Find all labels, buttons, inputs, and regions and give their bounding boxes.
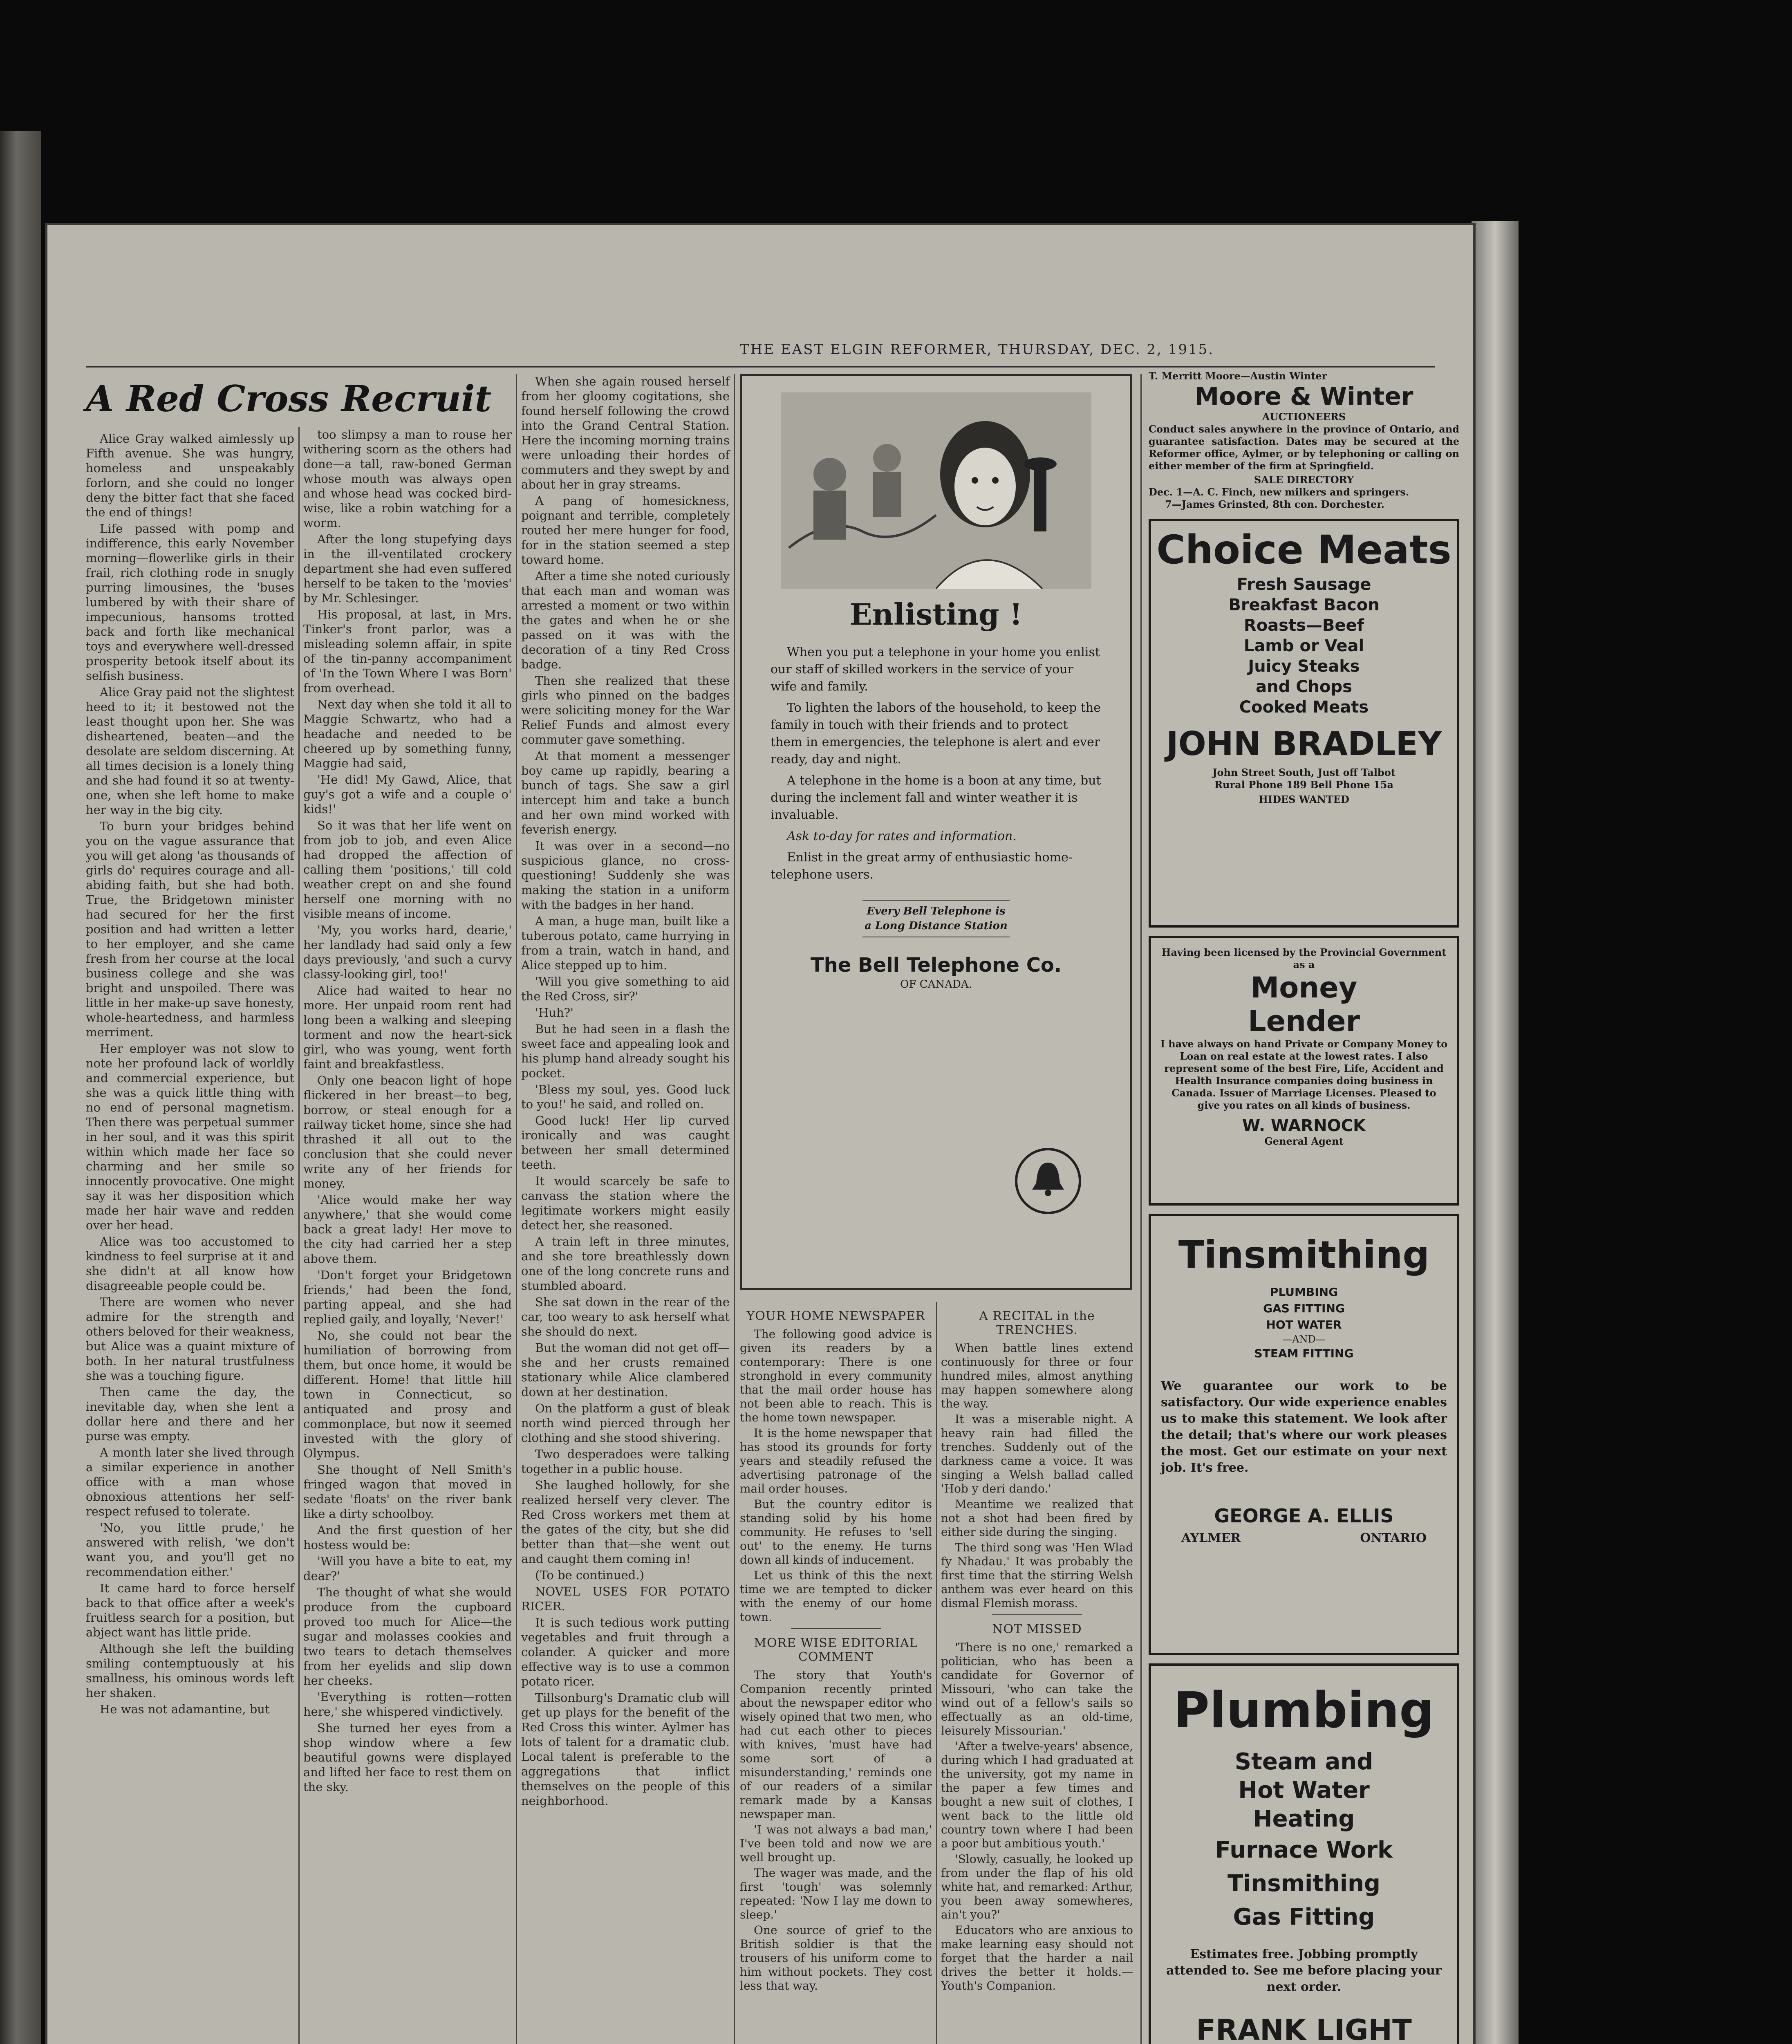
- auctioneers-ad: [1149, 370, 1459, 511]
- plumbing-line: Tinsmithing: [1228, 1870, 1380, 1897]
- story-col2-text: [303, 427, 512, 1794]
- paragraph: NOVEL USES FOR POTATO RICER.: [521, 1585, 730, 1613]
- auctioneers-sub: AUCTIONEERS: [1262, 411, 1346, 423]
- meat-item: Juicy Steaks: [1248, 657, 1360, 676]
- paragraph: After a time she noted curiously that each man and woman was arrested a moment or two within the gates and when he or she passed on it was with the decoration of a tiny Red Cross badge.: [521, 569, 730, 671]
- tinsmithing-ad: [1149, 1214, 1459, 1655]
- not-missed-title: NOT MISSED: [992, 1622, 1082, 1636]
- meats-phones: Rural Phone 189 Bell Phone 15a: [1214, 779, 1393, 791]
- meat-item: Roasts—Beef: [1243, 616, 1364, 635]
- paragraph: One source of grief to the British soldier is that the trousers of his uniform come to him without pockets. They cost less that way.: [740, 1923, 932, 1992]
- paragraph: Alice was too accustomed to kindness to feel surprise at it and she didn't at all know how disagreeable people could be.: [86, 1235, 294, 1293]
- paragraph: Alice Gray paid not the slightest heed to it; it bestowed not the least thought upon her. She was disheartened, beaten—and the desolate are seldom discerning. At all times decision is a lonely thing and she had found it so at twenty-one, when she left home to make her way in the big city.: [86, 685, 294, 817]
- paragraph: The thought of what she would produce from the cupboard proved too much for Alice—the sugar and molasses cookies and two tears to detach themselves from her eyelids and slip down her cheeks.: [303, 1585, 512, 1688]
- paragraph: It was a miserable night. A heavy rain had filled the trenches. Suddenly out of the darkness came a voice. It was singing a Welsh ballad called 'Hob y deri dando.': [941, 1412, 1133, 1495]
- bell-ad-company: The Bell Telephone Co.: [810, 954, 1062, 977]
- bell-ad-ask: Ask to-day for rates and information.: [787, 829, 1017, 843]
- service-line: —AND—: [1282, 1334, 1326, 1345]
- paragraph: 'There is no one,' remarked a politician, who has been a candidate for Governor of Missouri, 'who can take the wind out of a fellow's sails so effectually as an old-time, leisurely Missourian.': [941, 1641, 1133, 1737]
- plumbing-line: Hot Water: [1238, 1777, 1370, 1804]
- plumbing-ad: [1149, 1663, 1459, 2044]
- tinsmithing-text: We guarantee our work to be satisfactory. Our wide experience enables us to make this statement. We look after the detail; that's where our work pleases the most. Get our estimate on your next job. It's free.: [1161, 1379, 1447, 1475]
- paragraph: But the woman did not get off—she and her crusts remained stationary while Alice clambered down at her destination.: [521, 1341, 730, 1399]
- story-headline: A Red Cross Recruit: [86, 377, 492, 420]
- masthead-rule: [86, 366, 1435, 368]
- paragraph: A train left in three minutes, and she tore breathlessly down one of the long concrete runs and stumbled aboard.: [521, 1235, 730, 1293]
- service-line: PLUMBING: [1270, 1285, 1338, 1299]
- column-rule: [734, 374, 735, 2044]
- town-left: AYLMER: [1181, 1531, 1241, 1545]
- plumbing-line: Steam and: [1234, 1748, 1373, 1775]
- meat-item: Breakfast Bacon: [1228, 596, 1380, 614]
- paragraph: Only one beacon light of hope flickered in her breast—to beg, borrow, or steal enough for a railway ticket home, since she had thrashed it all out to the conclusion that she could never write any of her friends for money.: [303, 1074, 512, 1190]
- lender-title-1: Money: [1250, 971, 1357, 1004]
- paragraph: too slimpsy a man to rouse her withering scorn as the others had done—a tall, raw-boned German whose mouth was always open and whose head was cocked bird-wise, like a robin watching for a worm.: [303, 428, 512, 530]
- paragraph: She turned her eyes from a shop window where a few beautiful gowns were displayed and lifted her face to rest them on the sky.: [303, 1721, 512, 1794]
- paragraph: Life passed with pomp and indifference, this early November morning—flowerlike girls in their frail, rich clothing rode in snugly purring limousines, the 'buses lumbered by with their share of impecunious, hansoms trotted back and forth like mechanical toys and everywhere well-dressed prosperity betook itself about its selfish business.: [86, 522, 294, 683]
- meat-item: and Chops: [1256, 677, 1352, 696]
- tinsmithing-title: Tinsmithing: [1178, 1233, 1430, 1277]
- paragraph: Next day when she told it all to Maggie Schwartz, who had a headache and needed to be cheered up by something funny, Maggie had said,: [303, 697, 512, 770]
- paragraph: To burn your bridges behind you on the vague assurance that you will get along 'as thousands of girls do' requires courage and all-abiding faith, but she had both. True, the Bridgetown minister had secured for her the first position and had written a letter to her employer, and she came fresh from her course at the local business college and she was bright and unspoiled. There was little in her make-up save honesty, whole-heartedness, and harmless merriment.: [86, 819, 294, 1039]
- auctioneers-text: Conduct sales anywhere in the province of Ontario, and guarantee satisfaction. Dates may be secured at the Reformer office, Aylmer, or by telephoning or calling on either member of the firm at Springfield.: [1149, 423, 1459, 472]
- separator: [992, 1614, 1082, 1615]
- paragraph: The wager was made, and the first 'tough' was solemnly repeated: 'Now I lay me down to sleep.': [740, 1866, 932, 1921]
- paragraph: 'Alice would make her way anywhere,' that she would come back a great lady! Her move to the city had carried her a step above them.: [303, 1193, 512, 1266]
- masthead: THE EAST ELGIN REFORMER, THURSDAY, DEC. 2, 1915.: [739, 341, 1214, 358]
- paragraph: 'Everything is rotten—rotten here,' she whispered vindictively.: [303, 1690, 512, 1719]
- bell-ad-station-note: Every Bell Telephone is a Long Distance Station: [862, 900, 1010, 937]
- column-rule: [936, 1302, 937, 2044]
- plumbing-text: Estimates free. Jobbing promptly attended to. See me before placing your next order.: [1166, 1947, 1442, 1994]
- meats-address: John Street South, Just off Talbot: [1212, 766, 1396, 778]
- paragraph: It came hard to force herself back to that office after a week's fruitless search for a position, but abject want has little pride.: [86, 1581, 294, 1639]
- sale-directory-title: SALE DIRECTORY: [1254, 474, 1354, 486]
- lender-role: General Agent: [1264, 1135, 1344, 1147]
- paragraph: Tillsonburg's Dramatic club will get up plays for the benefit of the Red Cross this winter. Aylmer has lots of talent for a dramatic club. Local talent is preferable to the aggregations that inflict themselves on the people of this neighborhood.: [521, 1691, 730, 1808]
- home-newspaper-column: [740, 1302, 932, 2044]
- paragraph: 'Don't forget your Bridgetown friends,' had been the fond, parting appeal, and she had replied gaily, and loyally, 'Never!': [303, 1268, 512, 1326]
- sale-directory-item: Dec. 1—A. C. Finch, new milkers and springers.: [1149, 486, 1409, 498]
- hides-wanted: HIDES WANTED: [1259, 793, 1349, 805]
- editorial-comment-title: MORE WISE EDITORIAL COMMENT: [754, 1636, 918, 1664]
- paragraph: 'After a twelve-years' absence, during which I had graduated at the university, got my name in the paper a few times and bought a new suit of clothes, I went back to the little old country town where I had been a poor but ambitious youth.': [941, 1739, 1133, 1850]
- bell-logo-icon: [1015, 1148, 1081, 1214]
- paragraph: It is such tedious work putting vegetables and fruit through a colander. A quicker and more effective way is to use a common potato ricer.: [521, 1616, 730, 1688]
- paragraph: His proposal, at last, in Mrs. Tinker's front parlor, was a misleading solemn affair, in spite of the tin-panny accompaniment of 'In the Town Where I was Born' from overhead.: [303, 607, 512, 695]
- paragraph: Meantime we realized that not a shot had been fired by either side during the singing.: [941, 1497, 1133, 1539]
- bell-ad-paragraph: To lighten the labors of the household, to keep the family in touch with their friends and to protect them in emergencies, the telephone is alert and ever ready, day and night.: [771, 701, 1101, 766]
- home-newspaper-title: YOUR HOME NEWSPAPER: [746, 1309, 925, 1323]
- plumbing-title: Plumbing: [1174, 1682, 1434, 1739]
- trenches-column: [941, 1302, 1133, 2044]
- paragraph: Then she realized that these girls who pinned on the badges were soliciting money for the War Relief Funds and almost every commuter gave something.: [521, 674, 730, 746]
- lender-name: W. WARNOCK: [1242, 1116, 1366, 1135]
- paragraph: So it was that her life went on from job to job, and even Alice had dropped the affection of calling them 'positions,' till cold weather crept on and she found herself one morning with no visible means of income.: [303, 818, 512, 921]
- paragraph: 'Will you give something to aid the Red Cross, sir?': [521, 975, 730, 1003]
- plumbing-line: Gas Fitting: [1233, 1904, 1375, 1930]
- paragraph: She thought of Nell Smith's fringed wagon that moved in sedate 'floats' on the river bank like a dirty schoolboy.: [303, 1463, 512, 1521]
- paragraph: When battle lines extend continuously for three or four hundred miles, almost anything may happen somewhere along the way.: [941, 1341, 1133, 1410]
- paragraph: A pang of homesickness, poignant and terrible, completely routed her mere hunger for food, for in the station seemed a step toward home.: [521, 494, 730, 567]
- paragraph: And the first question of her hostess would be:: [303, 1523, 512, 1552]
- ad-column: [1149, 370, 1459, 2044]
- paragraph: 'Will you have a bite to eat, my dear?': [303, 1554, 512, 1583]
- paragraph: 'He did! My Gawd, Alice, that guy's got a wife and a couple o' kids!': [303, 773, 512, 816]
- column-rule: [1140, 374, 1142, 2044]
- bell-ad-paragraph: When you put a telephone in your home you enlist our staff of skilled workers in the service of your wife and family.: [771, 645, 1100, 694]
- paragraph: She sat down in the rear of the car, too weary to ask herself what she should do next.: [521, 1295, 730, 1338]
- column-rule: [298, 427, 300, 2044]
- bell-ad-headline: Enlisting !: [849, 597, 1023, 632]
- telephone-operator-illustration: [781, 392, 1091, 589]
- paragraph: It would scarcely be safe to canvass the station where the legitimate workers might easily detect her, she reasoned.: [521, 1174, 730, 1232]
- paragraph: 'My, you works hard, dearie,' her landlady had said only a few days previously, 'and such a curvy classy-looking girl, too!': [303, 923, 512, 981]
- paragraph: It is the home newspaper that has stood its grounds for forty years and steadily refused the advertising patronage of the mail order houses.: [740, 1426, 932, 1495]
- separator: [791, 1628, 881, 1629]
- meat-item: Fresh Sausage: [1236, 575, 1371, 594]
- choice-meats-ad: [1149, 519, 1459, 928]
- story-column-3: [521, 374, 730, 2044]
- not-missed-text: [941, 1641, 1133, 1993]
- sale-directory-item: 7—James Grinsted, 8th con. Dorchester.: [1165, 498, 1385, 510]
- auctioneer-names: T. Merritt Moore—Austin Winter: [1149, 370, 1327, 382]
- home-newspaper-text: [740, 1327, 932, 1624]
- paragraph: After the long stupefying days in the ill-ventilated crockery department she had even suffered herself to be taken to the 'movies' by Mr. Schlesinger.: [303, 532, 512, 605]
- paragraph: Educators who are anxious to make learning easy should not forget that the harder a nail drives the better it holds.—Youth's Companion.: [941, 1923, 1133, 1992]
- meat-item: Lamb or Veal: [1243, 637, 1364, 655]
- bell-ad-body: [742, 644, 1130, 883]
- paragraph: Let us think of this the next time we are tempted to dicker with the enemy of our home town.: [740, 1569, 932, 1624]
- paragraph: Her employer was not slow to note her profound lack of worldly and commercial experience, but she was a quick little thing with no end of personal magnetism. Then there was perpetual summer in her soul, and it was this spirit within which made her face so charming and her smile so innocently provocative. One might say it was her disposition which made her hair wave and redden over her head.: [86, 1042, 294, 1232]
- paragraph: 'Bless my soul, yes. Good luck to you!' he said, and rolled on.: [521, 1083, 730, 1111]
- paragraph: A man, a huge man, built like a tuberous potato, came hurrying in from a train, watch in hand, and Alice stepped up to him.: [521, 914, 730, 972]
- paragraph: A month later she lived through a similar experience in another office with a man whose obnoxious attentions her self-respect refused to tolerate.: [86, 1446, 294, 1518]
- bell-ad-enlist: Enlist in the great army of enthusiastic home-telephone users.: [771, 850, 1073, 882]
- paragraph: Then came the day, the inevitable day, when she lent a dollar here and there and her purse was empty.: [86, 1385, 294, 1443]
- paragraph: Although she left the building smiling contemptuously at his smallness, his ominous words left her shaken.: [86, 1642, 294, 1700]
- tinsmithing-town: [1161, 1527, 1447, 1549]
- paragraph: 'I was not always a bad man,' I've been told and now we are well brought up.: [740, 1823, 932, 1864]
- paragraph: When she again roused herself from her gloomy cogitations, she found herself following the crowd into the Grand Central Station. Here the incoming morning trains were unloading their hordes of commuters and they swept by and about her in gray streams.: [521, 374, 730, 491]
- paragraph: On the platform a gust of bleak north wind pierced through her clothing and she stood shivering.: [521, 1401, 730, 1445]
- money-lender-ad: [1149, 936, 1459, 1206]
- tinsmithing-name: GEORGE A. ELLIS: [1214, 1505, 1394, 1527]
- bell-ad-country: OF CANADA.: [900, 978, 972, 991]
- paragraph: Alice had waited to hear no more. Her unpaid room rent had long been a walking and sleeping torment and now the heart-sick girl, who was young, went forth faint and breakfastless.: [303, 984, 512, 1071]
- bell-telephone-ad: [740, 374, 1132, 1290]
- plumbing-line: Furnace Work: [1215, 1837, 1393, 1863]
- paragraph: 'Huh?': [535, 1006, 574, 1020]
- column-rule: [516, 374, 517, 2044]
- paragraph: The third song was 'Hen Wlad fy Nhadau.' It was probably the first time that the stirring Welsh anthem was ever heard on this dismal Flemish morass.: [941, 1541, 1133, 1610]
- plumbing-name: FRANK LIGHT: [1196, 2013, 1412, 2044]
- paragraph: But he had seen in a flash the sweet face and appealing look and his plump hand already sought his pocket.: [521, 1022, 730, 1080]
- paragraph: He was not adamantine, but: [100, 1702, 270, 1716]
- paragraph: The following good advice is given its readers by a contemporary: There is one stronghold in every community that the mail order house has not been able to reach. This is the home town newspaper.: [740, 1327, 932, 1424]
- meat-item: Cooked Meats: [1239, 698, 1369, 717]
- auctioneers-title: Moore & Winter: [1194, 382, 1413, 411]
- meats-owner: JOHN BRADLEY: [1166, 725, 1442, 763]
- service-line: GAS FITTING: [1263, 1302, 1345, 1315]
- service-line: STEAM FITTING: [1254, 1347, 1354, 1360]
- story-column-2: [303, 427, 512, 2044]
- trenches-text: [941, 1341, 1133, 1610]
- paragraph: Good luck! Her lip curved ironically and was caught between her small determined teeth.: [521, 1114, 730, 1172]
- paragraph: But the country editor is standing solid by his home community. He refuses to 'sell out' to the enemy. He turns down all kinds of inducement.: [740, 1497, 932, 1567]
- paragraph: There are women who never admire for the strength and others beloved for their weakness, but Alice was a quaint mixture of both. In her natural trustfulness she was a touching figure.: [86, 1295, 294, 1383]
- paragraph: 'Slowly, casually, he looked up from under the flap of his old white hat, and remarked: Arthur, you been away somewheres, ain't you?': [941, 1852, 1133, 1921]
- paragraph: She laughed hollowly, for she realized herself very clever. The Red Cross workers met them at the gates of the city, but she did better than that—she went out and caught them coming in!: [521, 1478, 730, 1566]
- paragraph: Two desperadoes were talking together in a public house.: [521, 1447, 730, 1476]
- choice-meats-title: Choice Meats: [1156, 527, 1452, 573]
- lender-intro: Having been licensed by the Provincial Government as a: [1161, 946, 1447, 970]
- paragraph: No, she could not bear the humiliation of borrowing from them, but once home, it would be different. Home! that little hill town in Connecticut, so antiquated and prosy and commonplace, but now it seemed invested with the glory of Olympus.: [303, 1329, 512, 1460]
- service-line: HOT WATER: [1266, 1318, 1342, 1331]
- lender-title-2: Lender: [1248, 1004, 1360, 1038]
- bell-ad-paragraph: A telephone in the home is a boon at any time, but during the inclement fall and winter weather it is invaluable.: [771, 773, 1101, 822]
- paragraph: Alice Gray walked aimlessly up Fifth avenue. She was hungry, homeless and unspeakably forlorn, and she could no longer deny the bitter fact that she faced the end of things!: [86, 432, 294, 519]
- town-right: ONTARIO: [1360, 1531, 1427, 1545]
- binding-strip: [0, 131, 41, 2044]
- plumbing-line: Heating: [1253, 1806, 1355, 1832]
- paragraph: The story that Youth's Companion recently printed about the newspaper editor who wisely opined that two men, who had cut each other to pieces with knives, 'must have had some sort of a misunderstanding,' reminds one of our readers of a similar remark made by a Kansas newspaper man.: [740, 1668, 932, 1821]
- trenches-title: A RECITAL in the TRENCHES.: [979, 1309, 1095, 1337]
- newspaper-page: [45, 223, 1476, 2044]
- story-col1-text: [86, 431, 294, 1717]
- stacked-page-edges: [1472, 221, 1519, 2044]
- lender-text: I have always on hand Private or Company Money to Loan on real estate at the lowest rates. I also represent some of the best Fire, Life, Accident and Health Insurance companies doing business in Canada. Issuer of Marriage Licenses. Pleased to give you rates on all kinds of business.: [1160, 1038, 1448, 1111]
- story-col3-text: [521, 374, 730, 1808]
- paragraph: 'No, you little prude,' he answered with relish, 'we don't want you, and you'll get no recommendation either.': [86, 1521, 294, 1579]
- editorial-comment-text: [740, 1668, 932, 1993]
- paragraph: It was over in a second—no suspicious glance, no cross-questioning! Suddenly she was making the station in a uniform with the badges in her hand.: [521, 839, 730, 912]
- paragraph: (To be continued.): [535, 1568, 644, 1582]
- paragraph: At that moment a messenger boy came up rapidly, bearing a bunch of tags. She saw a girl intercept him and take a bunch and her own mind worked with feverish energy.: [521, 749, 730, 836]
